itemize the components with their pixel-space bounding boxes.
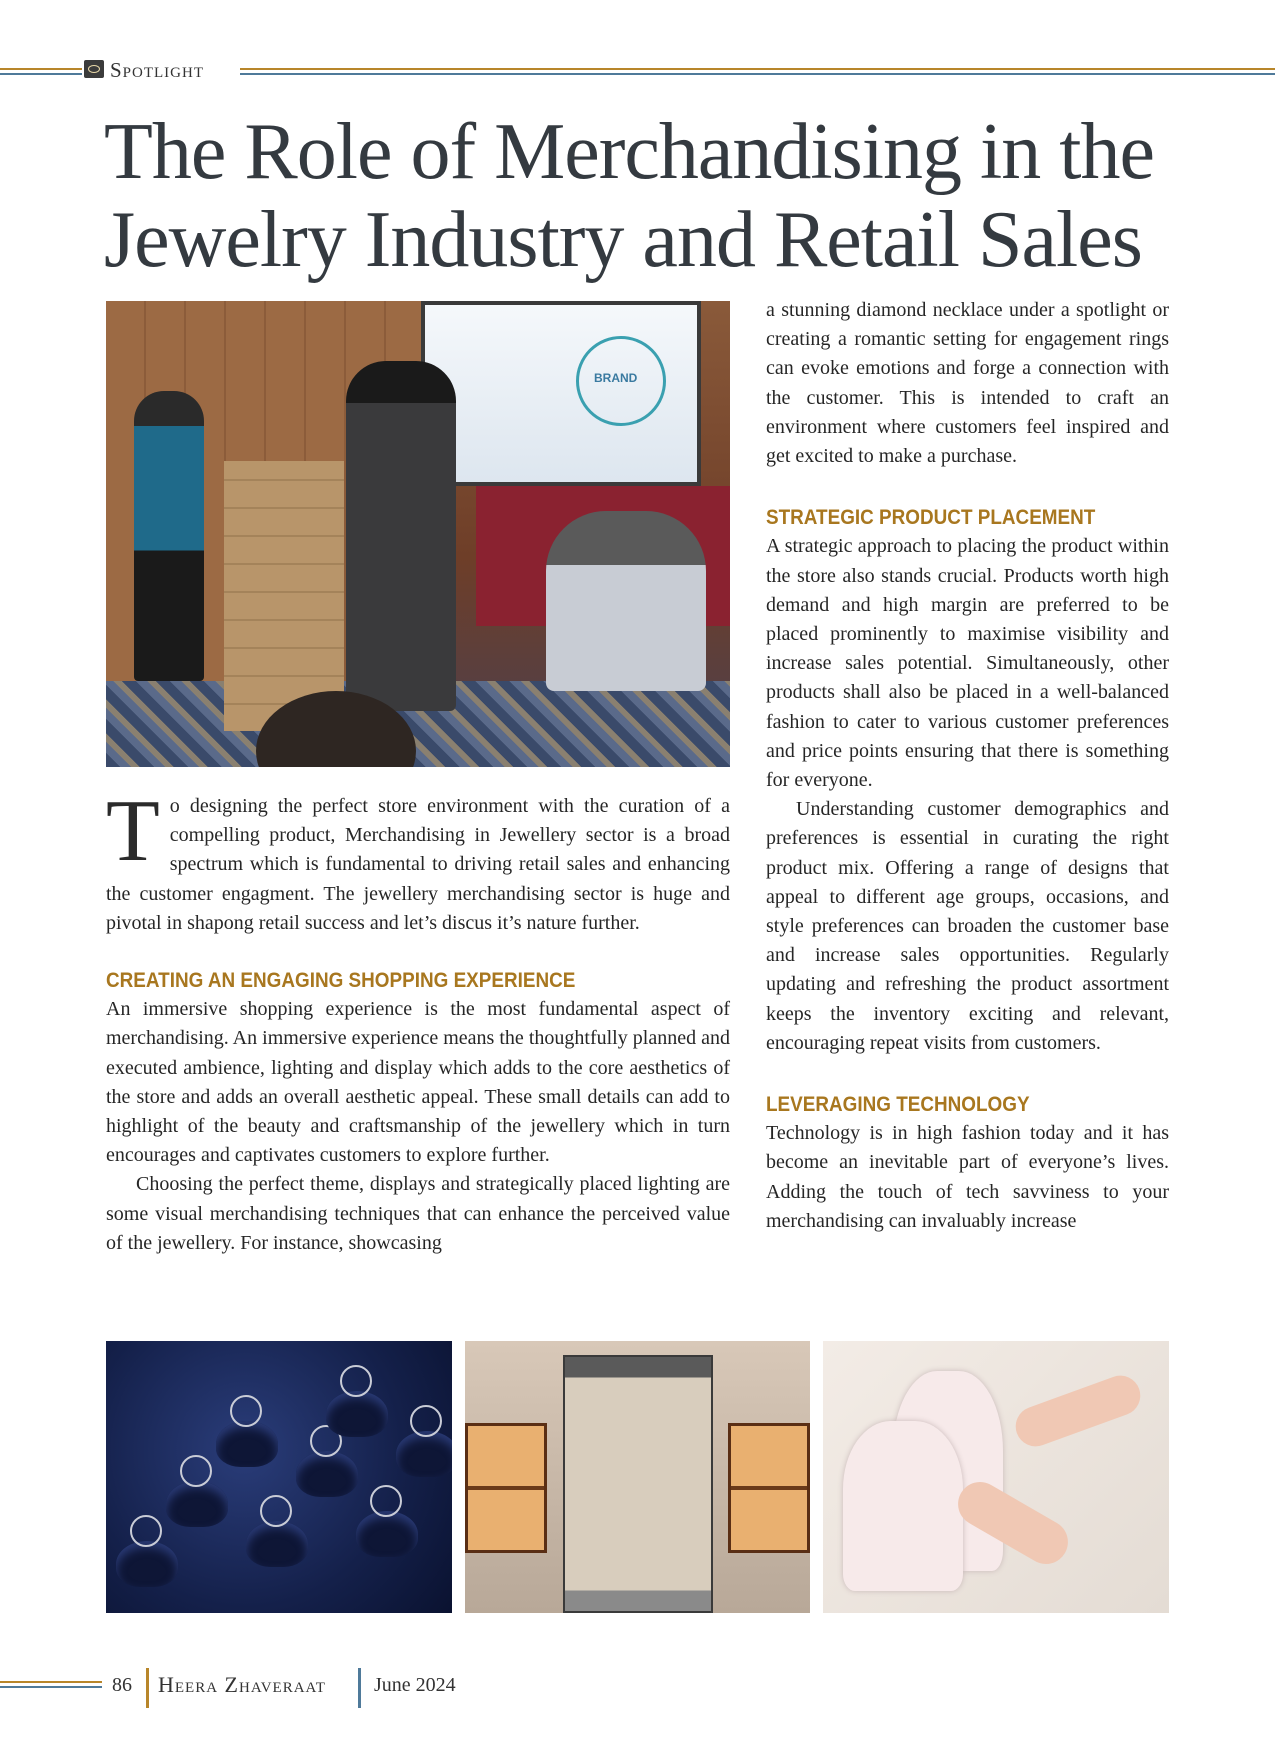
section-heading-experience: CREATING AN ENGAGING SHOPPING EXPERIENCE [106,969,576,993]
photo-rings-display [106,1341,452,1613]
paragraph: Understanding customer demographics and preferences is essential in curating the right product mix. Offering a range of designs that appeal to different age groups, occasions, and style preferences can broaden the customer base and increase sales opportunities. Regularly updating and refreshing the product assortment keeps the inventory exciting and relevant, encouraging repeat visits from customers. [766,798,1169,1054]
footer-divider [146,1668,149,1708]
intro-text: o designing the perfect store environment with the curation of a compelling product, Merchandising in Jewellery sector is a broad spectrum which is fundamental to driving retail sales and enhancing the customer engagment. The jewellery merchandising sector is huge and pivotal in shapong retail success and let’s discus it’s nature further. [106,795,730,934]
magazine-name: Heera Zhaveraat [158,1672,326,1697]
intro-paragraph [106,783,730,938]
issue-date: June 2024 [374,1674,456,1696]
section-heading-technology: LEVERAGING TECHNOLOGY [766,1093,1030,1117]
paragraph: Technology is in high fashion today and it has become an inevitable part of everyone’s lives. Adding the touch of tech savviness to your merchandising can invaluably increase [766,1122,1169,1232]
article-title: The Role of Merchandising in the Jewelry Industry and Retail Sales [104,108,1154,284]
drop-cap: T [106,783,160,880]
page-number: 86 [112,1674,132,1696]
section-label: Spotlight [110,58,205,82]
paragraph: An immersive shopping experience is the most fundamental aspect of merchandising. An immersive experience means the thoughtfully planned and executed ambience, lighting and display which adds to the core aesthetics of the store and adds an overall aesthetic appeal. These small details can add to highlight of the beauty and craftsmanship of the jewellery which in turn encourages and captivates customers to explore further. [106,998,730,1167]
audience-member [546,511,706,691]
footer-divider [358,1668,361,1708]
slide-brand-text: BRAND [594,371,638,385]
hero-photo-conference [106,301,730,767]
section-heading-placement: STRATEGIC PRODUCT PLACEMENT [766,506,1096,530]
photo-necklace-display [823,1341,1169,1613]
paragraph: a stunning diamond necklace under a spotlight or creating a romantic setting for engagement rings can evoke emotions and forge a connection with the customer. This is intended to craft an environment where customers feel inspired and get excited to make a purchase. [766,299,1169,468]
photo-store-showcase [465,1341,810,1613]
presenter-man [346,361,456,711]
header-rule-left [0,68,82,75]
presenter-woman [134,391,204,681]
paragraph: Choosing the perfect theme, displays and strategically placed lighting are some visual merchandising techniques that can enhance the perceived value of the jewellery. For instance, showcasing [106,1173,730,1254]
left-column [106,783,730,1258]
paragraph: A strategic approach to placing the product within the store also stands crucial. Products worth high demand and high margin are preferred to be placed prominently to maximise visibility and increase sales potential. Simultaneously, other products shall also be placed in a well-balanced fashion to cater to various customer preferences and price points ensuring that there is something for everyone. [766,535,1169,792]
section-logo-icon [84,60,104,78]
header-rule-right [240,68,1275,75]
footer-rule [0,1681,102,1688]
right-column [766,296,1169,1236]
